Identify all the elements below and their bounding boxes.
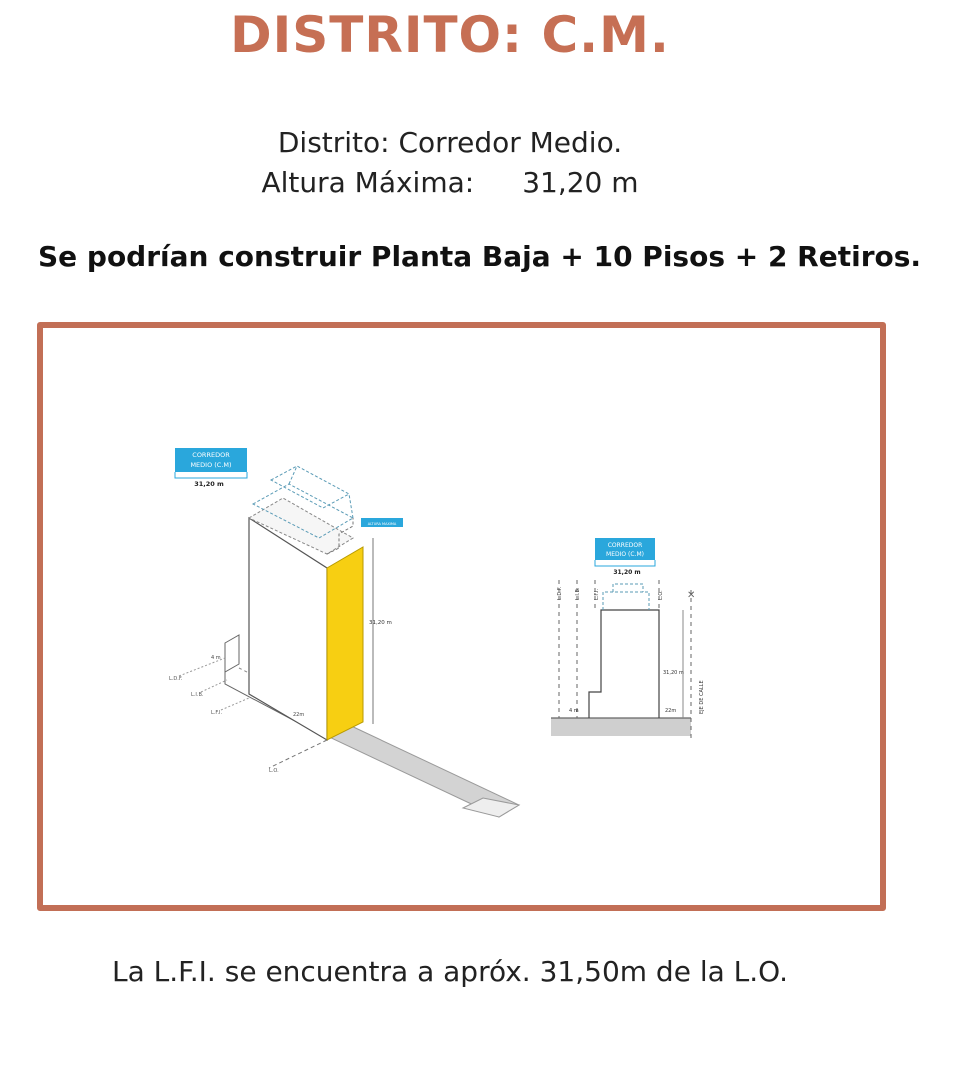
construction-note: Se podrían construir Planta Baja + 10 Pisos + 2 Retiros. — [38, 240, 922, 273]
page-title: DISTRITO: C.M. — [230, 6, 670, 64]
iso-tag-line1: CORREDOR — [192, 451, 230, 459]
sec-axis-mark: ✕ — [687, 590, 696, 601]
iso-line-lib: L.I.B. — [191, 692, 204, 698]
base-block — [225, 635, 239, 672]
iso-setback-4m: 4 m — [211, 655, 221, 661]
isometric-view — [169, 448, 519, 817]
lo-dashed-line — [269, 740, 327, 768]
iso-depth: 22m — [293, 712, 305, 718]
sec-setback-4m: 4 m — [569, 708, 579, 714]
max-height-line — [0, 166, 900, 199]
iso-line-lfi: L.F.I. — [211, 710, 223, 716]
iso-tag-height: 31,20 m — [194, 480, 224, 488]
iso-tag-line2: MEDIO (C.M) — [190, 461, 232, 469]
section-ground — [551, 718, 691, 736]
iso-lib-leader — [201, 680, 227, 692]
sec-depth: 22m — [665, 708, 677, 714]
yellow-facade — [327, 547, 363, 740]
building-body — [249, 518, 327, 740]
iso-ldf-leader — [179, 658, 225, 676]
iso-tag-bracket — [175, 472, 247, 478]
section-profile — [589, 610, 659, 718]
sec-tag-line1: CORREDOR — [607, 542, 643, 549]
max-height-value: 31,20 m — [522, 166, 639, 199]
iso-side-height: 31,20 m — [369, 620, 392, 626]
sec-tag-bracket — [595, 560, 655, 566]
section-view — [551, 538, 705, 740]
sec-tag-line2: MEDIO (C.M) — [606, 551, 644, 558]
sec-street-axis: EJE DE CALLE — [699, 680, 705, 714]
footer-note: La L.F.I. se encuentra a apróx. 31,50m de la L.O. — [112, 955, 788, 988]
setback-edge-2 — [349, 494, 353, 518]
district-line: Distrito: Corredor Medio. — [277, 126, 623, 159]
sec-height: 31,20 m — [663, 670, 684, 676]
sec-label-lib: L.I.B. — [575, 587, 581, 600]
sec-label-ldf: L.D.F. — [557, 586, 563, 600]
section-setback-2 — [613, 584, 643, 592]
max-height-label: Altura Máxima: — [261, 166, 475, 199]
zoning-diagram — [43, 328, 880, 905]
sec-label-lo: L.O. — [658, 590, 664, 600]
section-setbacks — [603, 592, 649, 610]
sec-tag-height: 31,20 m — [613, 569, 641, 576]
iso-line-ldf: L.D.F. — [169, 676, 183, 682]
setback-edge-1 — [289, 466, 297, 484]
iso-line-lo: L.O. — [269, 768, 279, 774]
iso-small-tag-text: ALTURA MAXIMA — [367, 522, 397, 526]
iso-lfi-leader — [221, 698, 249, 710]
diagram-frame — [37, 322, 886, 911]
sec-label-lfi: L.F.I. — [594, 588, 600, 600]
